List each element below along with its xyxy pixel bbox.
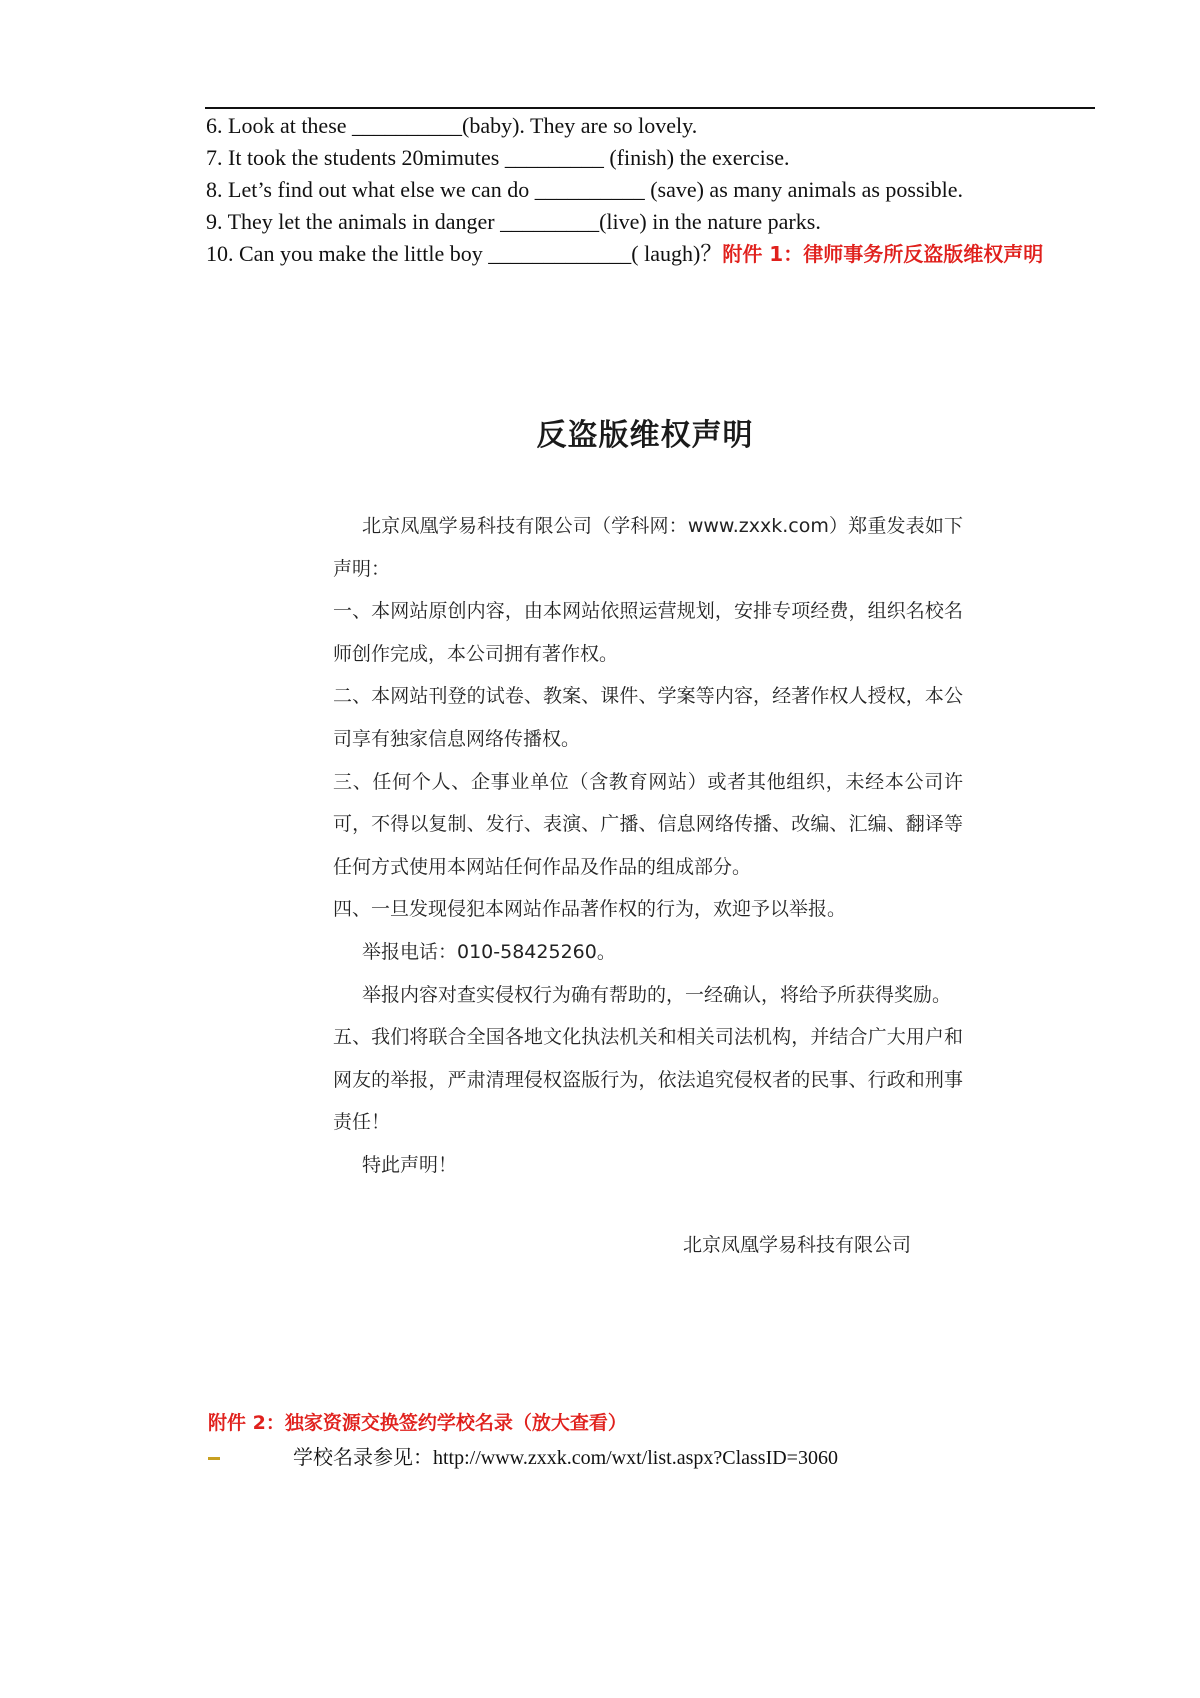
annex1-label: 附件 1：律师事务所反盗版维权声明 <box>722 242 1044 266</box>
header-rule <box>205 107 1095 109</box>
declaration-phone: 举报电话：010-58425260。 <box>362 940 616 963</box>
exercise-7: 7. It took the students 20mimutes _________ (finish) the exercise. <box>206 145 790 170</box>
declaration-paragraph-2: 二、本网站刊登的试卷、教案、课件、学案等内容，经著作权人授权，本公司享有独家信息网络传播权。 <box>333 685 963 750</box>
exercise-10: 10. Can you make the little boy _____________( laugh)？ <box>206 241 723 266</box>
exercise-list <box>206 110 1106 270</box>
declaration-closing: 特此声明！ <box>362 1153 458 1176</box>
exercise-10-row <box>206 238 1106 270</box>
exercise-9: 9. They let the animals in danger _________(live) in the nature parks. <box>206 209 821 234</box>
declaration-paragraph-intro: 北京凤凰学易科技有限公司（学科网：www.zxxk.com）郑重发表如下声明： <box>333 515 963 580</box>
declaration-paragraph-1: 一、本网站原创内容，由本网站依照运营规划，安排专项经费，组织名校名师创作完成，本公司拥有著作权。 <box>333 600 963 665</box>
declaration-body <box>333 505 963 1187</box>
annex2-label: 附件 2：独家资源交换签约学校名录（放大查看） <box>208 1412 627 1434</box>
exercise-8: 8. Let’s find out what else we can do __________ (save) as many animals as possible. <box>206 177 964 202</box>
declaration-paragraph-4: 四、一旦发现侵犯本网站作品著作权的行为，欢迎予以举报。 <box>333 898 847 921</box>
declaration-paragraph-3: 三、任何个人、企事业单位（含教育网站）或者其他组织，未经本公司许可，不得以复制、发行、表演、广播、信息网络传播、改编、汇编、翻译等任何方式使用本网站任何作品及作品的组成部分。 <box>333 770 963 878</box>
exercise-6: 6. Look at these __________(baby). They are so lovely. <box>206 113 698 138</box>
declaration-title: 反盗版维权声明 <box>536 418 754 453</box>
declaration-reward: 举报内容对查实侵权行为确有帮助的，一经确认，将给予所获得奖励。 <box>362 983 952 1006</box>
bullet-mark <box>208 1457 220 1460</box>
declaration-paragraph-5: 五、我们将联合全国各地文化执法机关和相关司法机构，并结合广大用户和网友的举报，严肃清理侵权盗版行为，依法追究侵权者的民事、行政和刑事责任！ <box>333 1026 963 1134</box>
school-list-link[interactable]: 学校名录参见：http://www.zxxk.com/wxt/list.aspx?ClassID=3060 <box>293 1447 838 1469</box>
declaration-signature: 北京凤凰学易科技有限公司 <box>683 1234 912 1256</box>
